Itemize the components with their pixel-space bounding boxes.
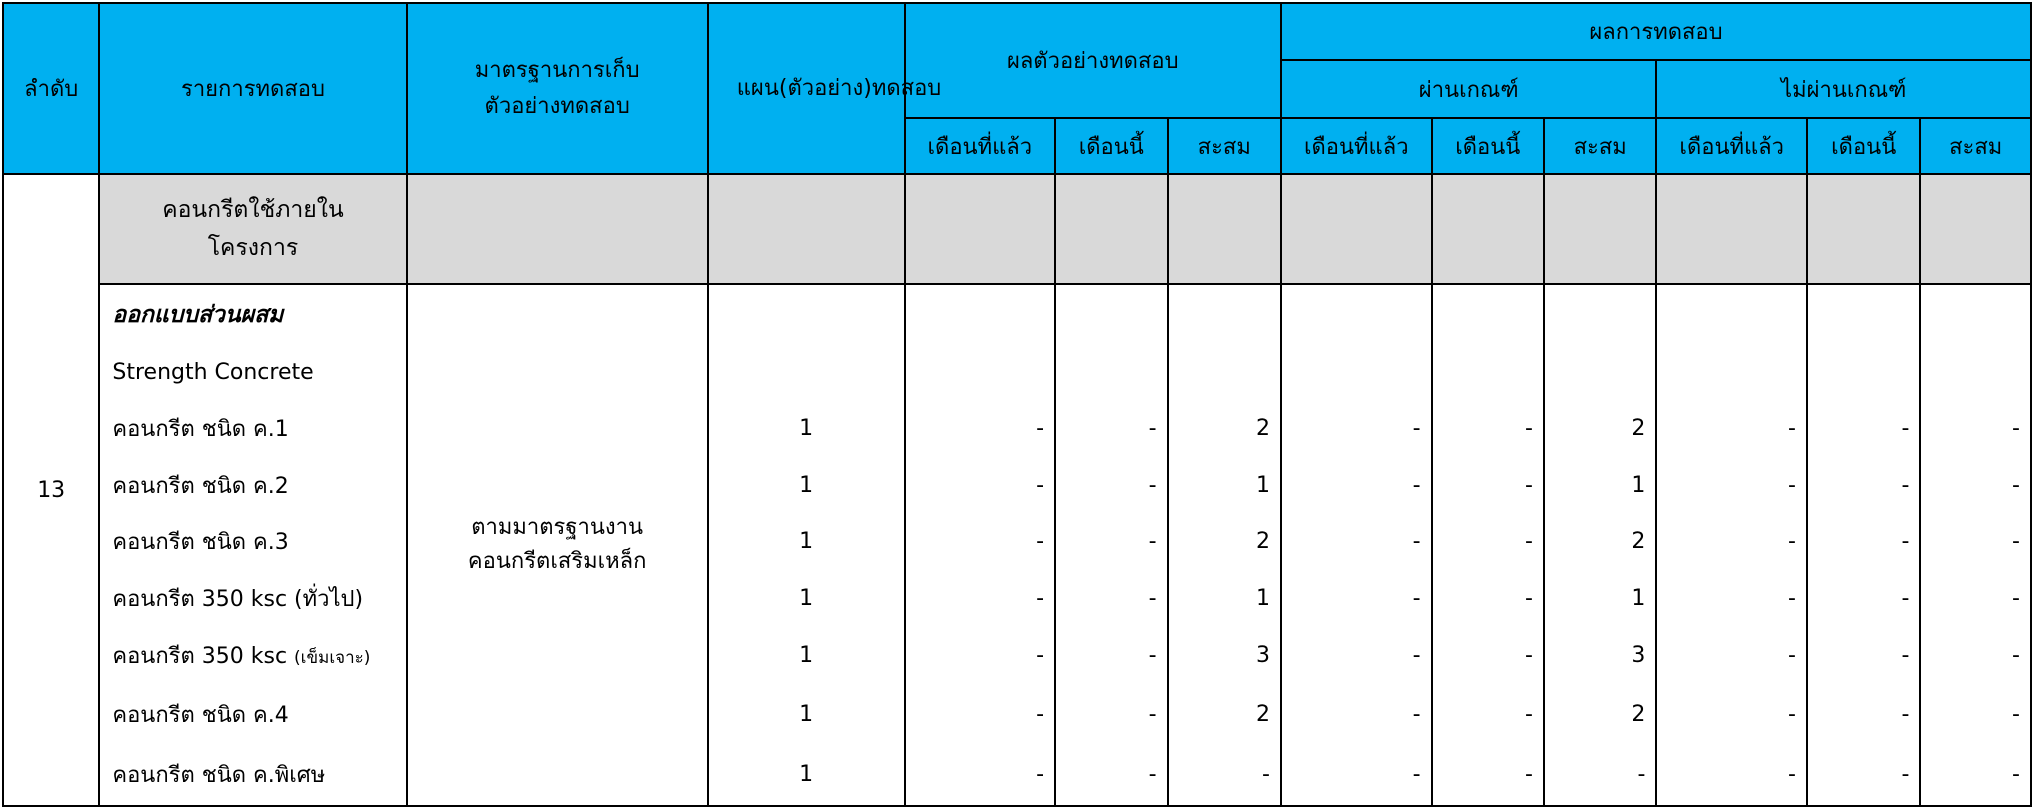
cell-s-last: -: [905, 513, 1056, 570]
cell-s-this: -: [1055, 744, 1167, 806]
cell-f-cum: -: [1920, 400, 2031, 457]
cell-plan: 1: [708, 570, 905, 626]
cell-s-last: -: [905, 570, 1056, 626]
header-test-results: ผลการทดสอบ: [1281, 3, 2031, 60]
cell-s-last: -: [905, 744, 1056, 806]
cell-s-this: -: [1055, 684, 1167, 744]
cell-p-this: -: [1432, 457, 1544, 513]
cell-f-last: -: [1656, 626, 1807, 684]
cell-p-cum: 1: [1544, 457, 1656, 513]
cell-f-last: -: [1656, 684, 1807, 744]
header-standard: มาตรฐานการเก็บตัวอย่างทดสอบ: [407, 3, 708, 174]
header-sample-this-month: เดือนนี้: [1055, 118, 1167, 174]
cell-p-this: -: [1432, 684, 1544, 744]
header-pass-this-month: เดือนนี้: [1432, 118, 1544, 174]
header-sample-last-month: เดือนที่แล้ว: [905, 118, 1056, 174]
cell-f-this: -: [1807, 744, 1920, 806]
header-pass: ผ่านเกณฑ์: [1281, 60, 1656, 118]
cell-f-cum: -: [1920, 684, 2031, 744]
section-subtitle2: Strength Concrete: [99, 344, 406, 400]
cell-p-cum: -: [1544, 744, 1656, 806]
cell-s-cum: -: [1168, 744, 1281, 806]
cell-f-last: -: [1656, 513, 1807, 570]
cell-f-last: -: [1656, 570, 1807, 626]
table-row: [3, 400, 2031, 457]
cell-p-last: -: [1281, 626, 1432, 684]
cell-f-cum: -: [1920, 457, 2031, 513]
cell-f-this: -: [1807, 626, 1920, 684]
row-test-item: คอนกรีต ชนิด ค.1: [99, 400, 406, 457]
cell-plan: 1: [708, 684, 905, 744]
header-plan: แผน(ตัวอย่าง)ทดสอบ: [708, 3, 905, 174]
cell-plan: 1: [708, 626, 905, 684]
cell-p-last: -: [1281, 744, 1432, 806]
cell-p-this: -: [1432, 570, 1544, 626]
cell-f-this: -: [1807, 400, 1920, 457]
cell-s-cum: 2: [1168, 684, 1281, 744]
cell-f-cum: -: [1920, 513, 2031, 570]
header-test-item: รายการทดสอบ: [99, 3, 406, 174]
table-row: [3, 570, 2031, 626]
header-sample-results: ผลตัวอย่างทดสอบ: [905, 3, 1281, 118]
cell-f-this: -: [1807, 457, 1920, 513]
header-fail-this-month: เดือนนี้: [1807, 118, 1920, 174]
header-sample-cumulative: สะสม: [1168, 118, 1281, 174]
report-table-container: [2, 2, 2032, 807]
cell-f-this: -: [1807, 684, 1920, 744]
row-test-item: คอนกรีต ชนิด ค.พิเศษ: [99, 744, 406, 806]
table-row: [3, 513, 2031, 570]
row-test-item: คอนกรีต ชนิด ค.2: [99, 457, 406, 513]
cell-p-cum: 3: [1544, 626, 1656, 684]
header-pass-cumulative: สะสม: [1544, 118, 1656, 174]
row-test-item: คอนกรีต ชนิด ค.3: [99, 513, 406, 570]
cell-p-cum: 2: [1544, 684, 1656, 744]
cell-s-cum: 3: [1168, 626, 1281, 684]
cell-f-this: -: [1807, 513, 1920, 570]
cell-s-this: -: [1055, 570, 1167, 626]
cell-plan: 1: [708, 400, 905, 457]
cell-s-last: -: [905, 457, 1056, 513]
cell-s-this: -: [1055, 513, 1167, 570]
row-test-item: คอนกรีต 350 ksc (ทั่วไป): [99, 570, 406, 626]
cell-p-last: -: [1281, 570, 1432, 626]
cell-plan: 1: [708, 744, 905, 806]
cell-p-this: -: [1432, 626, 1544, 684]
table-row: [3, 457, 2031, 513]
cell-f-last: -: [1656, 400, 1807, 457]
cell-f-last: -: [1656, 744, 1807, 806]
table-row: [3, 684, 2031, 744]
cell-p-last: -: [1281, 513, 1432, 570]
cell-f-cum: -: [1920, 626, 2031, 684]
row-test-item: คอนกรีต ชนิด ค.4: [99, 684, 406, 744]
cell-s-cum: 2: [1168, 513, 1281, 570]
cell-plan: 1: [708, 513, 905, 570]
cell-s-cum: 2: [1168, 400, 1281, 457]
cell-p-last: -: [1281, 457, 1432, 513]
cell-f-cum: -: [1920, 744, 2031, 806]
cell-f-cum: -: [1920, 570, 2031, 626]
cell-p-last: -: [1281, 684, 1432, 744]
cell-p-cum: 2: [1544, 513, 1656, 570]
cell-s-this: -: [1055, 457, 1167, 513]
cell-p-this: -: [1432, 400, 1544, 457]
cell-s-last: -: [905, 400, 1056, 457]
header-fail-cumulative: สะสม: [1920, 118, 2031, 174]
cell-s-this: -: [1055, 400, 1167, 457]
table-row: [3, 626, 2031, 684]
cell-s-cum: 1: [1168, 457, 1281, 513]
section-subtitle: ออกแบบส่วนผสม: [99, 284, 406, 344]
cell-plan: 1: [708, 457, 905, 513]
cell-s-this: -: [1055, 626, 1167, 684]
section-title: คอนกรีตใช้ภายในโครงการ: [99, 174, 406, 284]
row-test-item: คอนกรีต 350 ksc (เข็มเจาะ): [99, 626, 406, 684]
cell-s-cum: 1: [1168, 570, 1281, 626]
section-standard: ตามมาตรฐานงานคอนกรีตเสริมเหล็ก: [407, 284, 708, 806]
table-row: [3, 744, 2031, 806]
cell-f-this: -: [1807, 570, 1920, 626]
cell-f-last: -: [1656, 457, 1807, 513]
cell-p-cum: 2: [1544, 400, 1656, 457]
header-fail: ไม่ผ่านเกณฑ์: [1656, 60, 2031, 118]
cell-p-this: -: [1432, 744, 1544, 806]
cell-s-last: -: [905, 684, 1056, 744]
header-order: ลำดับ: [3, 3, 99, 174]
header-fail-last-month: เดือนที่แล้ว: [1656, 118, 1807, 174]
header-pass-last-month: เดือนที่แล้ว: [1281, 118, 1432, 174]
cell-p-last: -: [1281, 400, 1432, 457]
cell-s-last: -: [905, 626, 1056, 684]
concrete-test-table: [2, 2, 2032, 807]
cell-p-cum: 1: [1544, 570, 1656, 626]
cell-p-this: -: [1432, 513, 1544, 570]
section-index: 13: [3, 174, 99, 806]
